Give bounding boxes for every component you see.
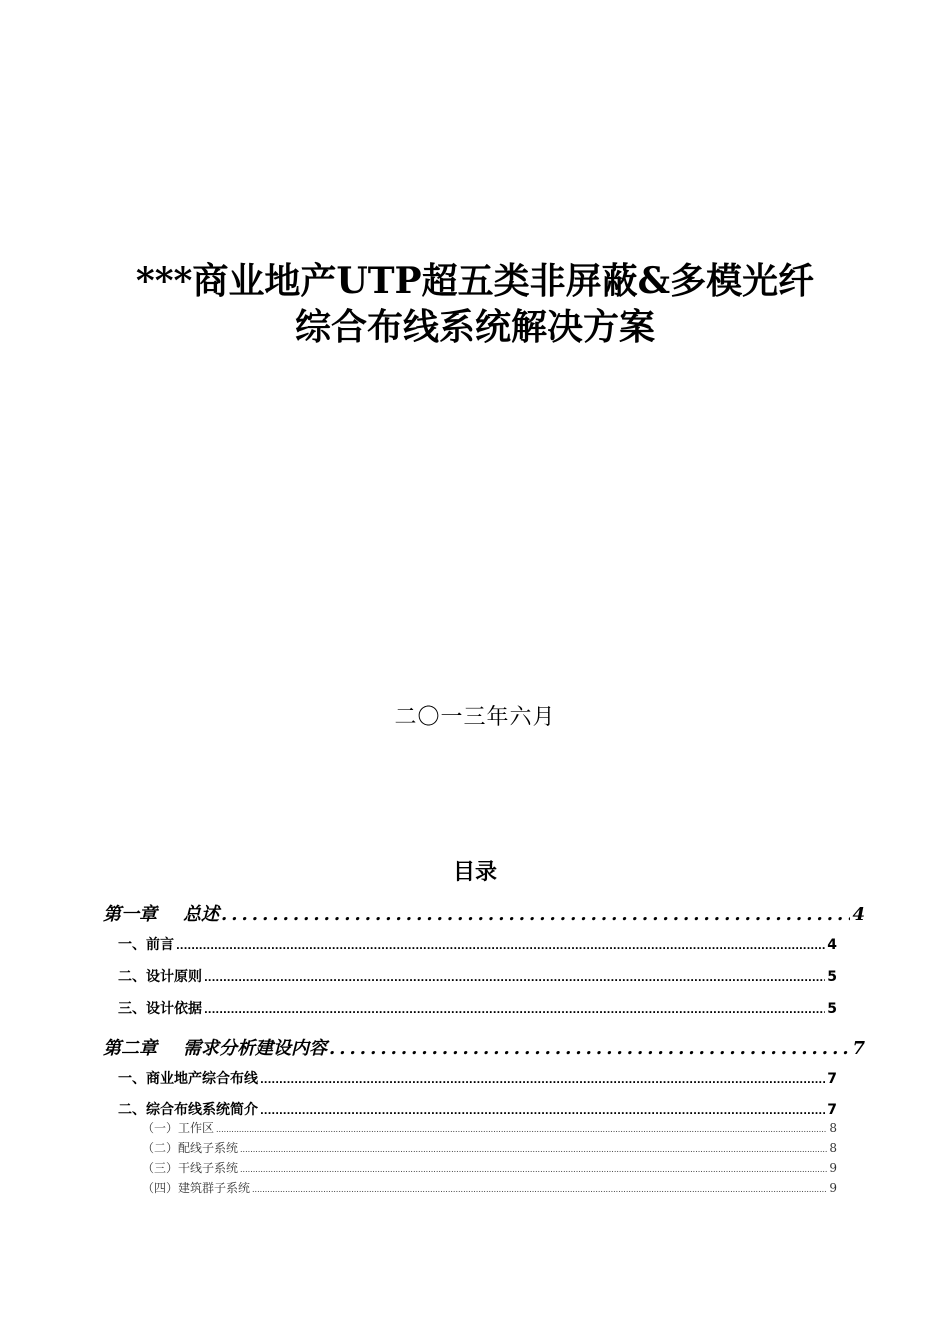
dot-leader (260, 1075, 825, 1086)
dot-leader (329, 1038, 850, 1059)
toc-subsection[interactable] (142, 1139, 837, 1156)
toc-chapter-2[interactable] (103, 1034, 865, 1060)
dot-leader (176, 941, 825, 952)
cover-title-line2: 综合布线系统解决方案 (294, 306, 655, 348)
cover-title-line1: ***商业地产UTP超五类非屏蔽&多模光纤 (135, 260, 815, 302)
subsection-title: （二）配线子系统 (142, 1141, 239, 1155)
toc-heading: 目录 (452, 859, 497, 885)
dot-leader (240, 1165, 827, 1174)
page-number: 5 (827, 969, 837, 985)
chapter-title: 总述 (183, 904, 219, 925)
page-number: 7 (827, 1071, 837, 1087)
page-number: 7 (827, 1102, 837, 1118)
toc-subsection[interactable] (142, 1159, 837, 1176)
section-title: 三、设计依据 (118, 1001, 202, 1017)
page-number: 9 (829, 1161, 837, 1175)
dot-leader (252, 1185, 827, 1194)
subsection-title: （一）工作区 (142, 1121, 215, 1135)
toc-section[interactable] (118, 934, 837, 954)
page-number: 9 (829, 1181, 837, 1195)
chapter-number: 第二章 (103, 1038, 157, 1059)
toc-section[interactable] (118, 998, 837, 1018)
section-title: 二、设计原则 (118, 969, 202, 985)
page-number: 8 (829, 1121, 837, 1135)
subsection-title: （四）建筑群子系统 (142, 1181, 251, 1195)
page-number: 4 (852, 904, 865, 925)
section-title: 二、综合布线系统简介 (118, 1102, 258, 1118)
dot-leader (221, 904, 850, 925)
section-title: 一、商业地产综合布线 (118, 1071, 258, 1087)
toc-subsection[interactable] (142, 1179, 837, 1196)
subsection-title: （三）干线子系统 (142, 1161, 239, 1175)
dot-leader (216, 1125, 827, 1134)
page-number: 8 (829, 1141, 837, 1155)
toc-section[interactable] (118, 1099, 837, 1119)
section-title: 一、前言 (118, 937, 174, 953)
dot-leader (204, 973, 825, 984)
dot-leader (204, 1005, 825, 1016)
toc-subsection[interactable] (142, 1119, 837, 1136)
page-number: 5 (827, 1001, 837, 1017)
page-number: 7 (852, 1038, 865, 1059)
chapter-number: 第一章 (103, 904, 157, 925)
dot-leader (240, 1145, 827, 1154)
dot-leader (260, 1106, 825, 1117)
cover-date: 二〇一三年六月 (394, 705, 556, 730)
toc-chapter-1[interactable] (103, 900, 865, 926)
page-number: 4 (827, 937, 837, 953)
chapter-title: 需求分析建设内容 (183, 1038, 327, 1059)
toc-section[interactable] (118, 966, 837, 986)
toc-section[interactable] (118, 1068, 837, 1088)
